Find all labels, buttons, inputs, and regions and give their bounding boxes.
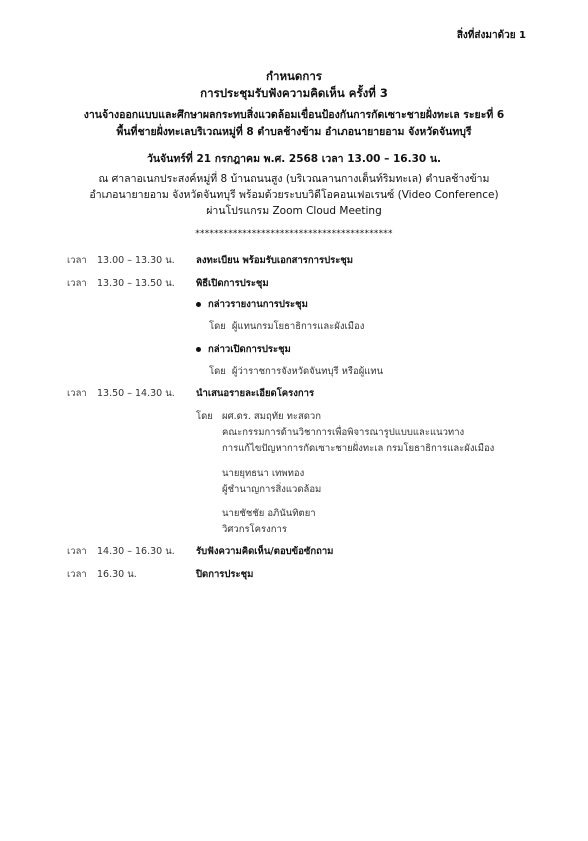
time-label: เวลา (67, 546, 87, 557)
presenter-row (209, 320, 364, 333)
separator-stars: ****************************************** (195, 229, 393, 239)
agenda-item-title: กล่าวรายงานการประชุม (208, 299, 308, 310)
session-time: 16.30 น. (97, 569, 137, 580)
venue-line-2: อำเภอนายายอาม จังหวัดจันทบุรี พร้อมด้วยระบบวิดีโอคอนเฟอเรนซ์ (Video Conference) (89, 189, 499, 201)
bullet-icon (196, 347, 201, 352)
session-activity: ปิดการประชุม (196, 569, 254, 580)
time-label: เวลา (67, 569, 87, 580)
session-activity: พิธีเปิดการประชุม (196, 278, 269, 289)
by-label: โดย (209, 366, 226, 377)
venue-line-3: ผ่านโปรแกรม Zoom Cloud Meeting (206, 205, 382, 217)
session-time: 13.00 – 13.30 น. (97, 255, 175, 266)
bullet-icon (196, 302, 201, 307)
presenter-role: การแก้ไขปัญหาการกัดเซาะชายฝั่งทะเล กรมโยธาธิการและผังเมือง (222, 443, 495, 454)
by-label: โดย (209, 321, 226, 332)
presenter-name: นายยุทธนา เทพทอง (222, 468, 305, 479)
meeting-subtitle: การประชุมรับฟังความคิดเห็น ครั้งที่ 3 (200, 86, 388, 100)
session-activity: ลงทะเบียน พร้อมรับเอกสารการประชุม (196, 255, 354, 266)
presenter-name: ผศ.ดร. สมฤทัย ทะสดวก (222, 411, 322, 422)
agenda-item-title: กล่าวเปิดการประชุม (208, 344, 291, 355)
meeting-venue (0, 171, 588, 219)
list-item (196, 298, 308, 311)
presenter-role: วิศวกรโครงการ (222, 524, 287, 535)
page-title: กำหนดการ (266, 69, 322, 83)
presenter-name: นายชัชชัย อภินันทิตยา (222, 508, 316, 519)
list-item (196, 343, 291, 356)
venue-line-1: ณ ศาลาอเนกประสงค์หมู่ที่ 8 บ้านถนนสูง (บริเวณลานกางเต็นท์ริมทะเล) ตำบลช้างข้าม (98, 173, 490, 185)
session-time: 14.30 – 16.30 น. (97, 546, 175, 557)
document-header (0, 68, 588, 102)
project-line-2: พื้นที่ชายฝั่งทะเลบริเวณหมู่ที่ 8 ตำบลช้างข้าม อำเภอนายายอาม จังหวัดจันทบุรี (116, 126, 472, 138)
presenter-role: คณะกรรมการด้านวิชาการเพื่อพิจารณารูปแบบและแนวทาง (222, 427, 465, 438)
session-activity: รับฟังความคิดเห็น/ตอบข้อซักถาม (196, 546, 334, 557)
presenter-role: ผู้ชำนาญการสิ่งแวดล้อม (222, 484, 322, 495)
project-description (0, 107, 588, 141)
presenter-name: ผู้แทนกรมโยธาธิการและผังเมือง (231, 321, 365, 332)
time-label: เวลา (67, 278, 87, 289)
time-label: เวลา (67, 388, 87, 399)
session-activity: นำเสนอรายละเอียดโครงการ (196, 388, 315, 399)
time-label: เวลา (67, 255, 87, 266)
meeting-date: วันจันทร์ที่ 21 กรกฎาคม พ.ศ. 2568 เวลา 13.00 – 16.30 น. (146, 153, 442, 165)
presenter-name: ผู้ว่าราชการจังหวัดจันทบุรี หรือผู้แทน (231, 366, 384, 377)
project-line-1: งานจ้างออกแบบและศึกษาผลกระทบสิ่งแวดล้อมเขื่อนป้องกันการกัดเซาะชายฝั่งทะเล ระยะที่ 6 (83, 109, 505, 121)
session-time: 13.30 – 13.50 น. (97, 278, 175, 289)
presenter-row (209, 365, 383, 378)
by-label: โดย (196, 411, 213, 422)
session-time: 13.50 – 14.30 น. (97, 388, 175, 399)
attachment-label: สิ่งที่ส่งมาด้วย 1 (456, 30, 526, 41)
